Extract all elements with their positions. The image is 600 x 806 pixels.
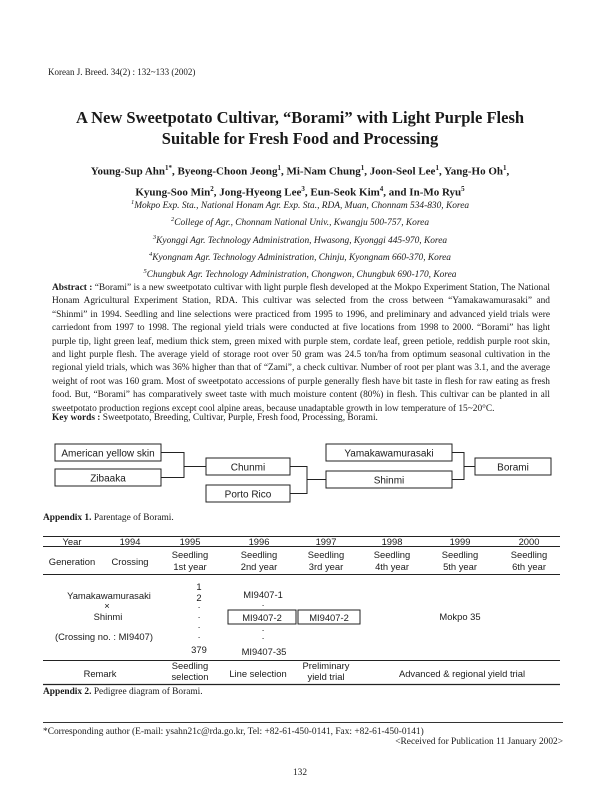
affiliation-marker: 1 xyxy=(130,199,135,206)
paper-title xyxy=(0,107,600,149)
affiliation-marker: 4 xyxy=(149,250,153,258)
affiliation-line xyxy=(0,231,600,248)
gen-1996-line2: 2nd year xyxy=(240,561,278,572)
author-separator: , xyxy=(304,186,311,199)
year-1994: 1994 xyxy=(119,536,141,547)
author-name: Jong-Hyeong Lee xyxy=(219,186,302,199)
label-shinmi: Shinmi xyxy=(373,475,405,487)
author-affiliation-marker: 1* xyxy=(165,164,173,172)
ellipsis-dot-4: · xyxy=(197,631,201,642)
label-porto-rico: Porto Rico xyxy=(224,489,272,501)
remark-preliminary-line1: Preliminary xyxy=(302,660,350,671)
affiliation-list xyxy=(0,196,600,283)
pedigree-diagram xyxy=(0,532,600,688)
year-label: Year xyxy=(62,536,82,547)
affiliation-marker: 2 xyxy=(170,216,175,224)
affiliation-text: Mokpo Exp. Sta., National Honam Agr. Exp. Sta., RDA, Muan, Chonnam 534-830, Korea xyxy=(134,201,470,212)
seedling-number-2: 2 xyxy=(196,592,202,603)
affiliation-line xyxy=(0,248,600,265)
ellipsis-dot-3: · xyxy=(197,621,201,632)
author-separator: , xyxy=(506,165,510,178)
label-american-yellow-skin: American yellow skin xyxy=(61,448,155,460)
line-mi9407-35: MI9407-35 xyxy=(241,646,287,657)
footnote xyxy=(43,727,563,747)
keywords xyxy=(52,413,550,423)
year-1996: 1996 xyxy=(248,536,270,547)
label-yamakawamurasaki: Yamakawamurasaki xyxy=(344,448,434,460)
abstract xyxy=(52,282,550,416)
appendix-2-text: Pedigree diagram of Borami. xyxy=(93,687,203,697)
gen-1998-line1: Seedling xyxy=(373,549,411,560)
title-line-1: A New Sweetpotato Cultivar, “Borami” with Light Purple Flesh xyxy=(75,108,525,127)
remark-seedling-line2: selection xyxy=(171,671,209,682)
author-separator: , xyxy=(172,165,178,178)
author-affiliation-marker: 1 xyxy=(503,164,507,172)
remark-label: Remark xyxy=(83,668,117,679)
author-separator: , xyxy=(364,165,370,178)
remark-line-selection: Line selection xyxy=(229,668,287,679)
author-affiliation-marker: 1 xyxy=(360,164,365,172)
label-chunmi: Chunmi xyxy=(230,462,266,474)
author-separator: , xyxy=(438,165,445,178)
affiliation-text: Kyongnam Agr. Technology Administration, Chinju, Kyongnam 660-370, Korea xyxy=(152,253,451,264)
generation-crossing: Crossing xyxy=(111,556,149,567)
author-name: Joon-Seol Lee xyxy=(369,165,436,178)
gen-1996-line1: Seedling xyxy=(240,549,278,560)
remark-preliminary-line2: yield trial xyxy=(307,671,345,682)
affiliation-line xyxy=(0,213,600,230)
author-name: Mi-Nam Chung xyxy=(286,165,361,178)
keywords-label: Key words : xyxy=(52,413,101,423)
year-2000: 2000 xyxy=(518,536,540,547)
parent-shinmi: Shinmi xyxy=(93,611,123,622)
keywords-text: Sweetpotato, Breeding, Cultivar, Purple, Fresh food, Processing, Borami. xyxy=(102,413,378,423)
gen-1997-line1: Seedling xyxy=(307,549,345,560)
gen-2000-line2: 6th year xyxy=(512,561,546,572)
remark-seedling-line1: Seedling xyxy=(171,660,209,671)
remark-advanced-regional: Advanced & regional yield trial xyxy=(398,668,526,679)
line-mi9407-2: MI9407-2 xyxy=(242,612,282,623)
ellipsis-dot-7: · xyxy=(261,632,265,643)
ellipsis-dot-1: · xyxy=(197,601,201,612)
affiliation-line xyxy=(0,196,600,213)
parentage-diagram xyxy=(0,432,600,512)
author-affiliation-marker: 1 xyxy=(435,164,439,172)
author-affiliation-marker: 3 xyxy=(301,184,305,193)
gen-1998-line2: 4th year xyxy=(375,561,409,572)
appendix-2-label: Appendix 2. xyxy=(43,687,92,697)
author-affiliation-marker: 5 xyxy=(461,184,465,193)
appendix-2-caption xyxy=(43,687,203,697)
author-separator: , xyxy=(280,165,287,178)
line-mi9407-2-1997: MI9407-2 xyxy=(309,612,349,623)
author-affiliation-marker: 4 xyxy=(379,184,384,193)
gen-1997-line2: 3rd year xyxy=(308,561,344,572)
line-mi9407-1: MI9407-1 xyxy=(243,589,283,600)
ellipsis-dot-2: · xyxy=(197,611,201,622)
abstract-text: “Borami” is a new sweetpotato cultivar with light purple flesh developed at the Mokpo Experiment Station, The National Honam Agricultural Experiment Station, RDA. This cultivar was selected from the cross between “Yamakawamurasaki” and “Shinmi” in 1994. Seedling and line selections were practiced from 1995 to 1996, and preliminary and advanced yield trials were carriedont from 1997 to 1998. The regional yield trials were conducted at five locations from 1998 to 2000. “Borami” has light purple tip, light green leaf, medium thick stem, green mixed with purple stem, cordate leaf, green petiole, reddish purple root skin, and light purple flesh. The average yield of storage root over 50 gram was 24.5 ton/ha from optimum seasonal cultivation in the regional yield trials, which was 36% higher than that of “Zami”, a check cultivar. Number of root per plant was 3.1, and the average weight of root was 160 gram. Most of sweetpotato accessions of purple generally flesh have bit taste in flesh for raw eating as fresh food. But, “Borami” has comparatively sweet taste with much moisture content (80%) in flesh. This cultivar can be planted in all sweetpotato production regions except cool alpine areas, because unadaptable growth in low temperature of 15~20°C. xyxy=(52,283,551,414)
gen-1999-line2: 5th year xyxy=(443,561,477,572)
ellipsis-dot-6: · xyxy=(261,624,265,635)
year-1997: 1997 xyxy=(315,536,337,547)
abstract-label: Abstract : xyxy=(52,283,93,293)
affiliation-text: Chungbuk Agr. Technology Administration, Chongwon, Chungbuk 690-170, Korea xyxy=(146,270,457,281)
author-name: In-Mo Ryu xyxy=(409,186,462,199)
year-1998: 1998 xyxy=(381,536,403,547)
appendix-1-caption xyxy=(43,513,174,523)
affiliation-marker: 3 xyxy=(152,233,157,241)
journal-reference: Korean J. Breed. 34(2) : 132~133 (2002) xyxy=(48,67,196,77)
gen-1999-line1: Seedling xyxy=(441,549,479,560)
mokpo-35: Mokpo 35 xyxy=(439,611,481,622)
affiliation-text: Kyonggi Agr. Technology Administration, Hwasong, Kyonggi 445-970, Korea xyxy=(156,235,448,246)
ellipsis-dot-5: · xyxy=(261,599,265,610)
appendix-1-label: Appendix 1. xyxy=(43,513,92,523)
author-affiliation-marker: 2 xyxy=(210,184,214,193)
author-line-1 xyxy=(0,160,600,181)
author-separator: , and xyxy=(383,186,410,199)
label-zibaaka: Zibaaka xyxy=(90,473,126,485)
author-name: Byeong-Choon Jeong xyxy=(177,165,278,178)
affiliation-line xyxy=(0,265,600,282)
footnote-divider xyxy=(43,722,563,723)
seedling-number-379: 379 xyxy=(191,644,207,655)
year-1999: 1999 xyxy=(449,536,471,547)
gen-2000-line1: Seedling xyxy=(510,549,548,560)
gen-1995-line1: Seedling xyxy=(171,549,209,560)
received-date: <Received for Publication 11 January 2002> xyxy=(395,737,563,747)
affiliation-marker: 5 xyxy=(143,268,147,276)
author-name: Kyung-Soo Min xyxy=(135,186,211,199)
title-line-2: Suitable for Fresh Food and Processing xyxy=(161,129,439,148)
affiliation-text: College of Agr., Chonnam National Univ., Kwangju 500-757, Korea xyxy=(174,218,430,229)
author-name: Young-Sup Ahn xyxy=(90,165,166,178)
parent-yamakawamurasaki: Yamakawamurasaki xyxy=(67,590,151,601)
year-1995: 1995 xyxy=(179,536,201,547)
cross-symbol: × xyxy=(104,600,110,611)
generation-label: Generation xyxy=(48,556,96,567)
label-borami: Borami xyxy=(497,462,529,474)
seedling-number-1: 1 xyxy=(196,581,202,592)
appendix-1-text: Parentage of Borami. xyxy=(93,513,174,523)
author-name: Eun-Seok Kim xyxy=(310,186,380,199)
author-affiliation-marker: 1 xyxy=(277,164,281,172)
corresponding-author: *Corresponding author (E-mail: ysahn21c@rda.go.kr, Tel: +82-61-450-0141, Fax: +82-61-450-0141) xyxy=(43,727,424,737)
page-number: 132 xyxy=(292,768,308,778)
author-separator: , xyxy=(213,186,220,199)
gen-1995-line2: 1st year xyxy=(173,561,207,572)
author-name: Yang-Ho Oh xyxy=(444,165,504,178)
crossing-number: (Crossing no. : MI9407) xyxy=(55,631,153,642)
